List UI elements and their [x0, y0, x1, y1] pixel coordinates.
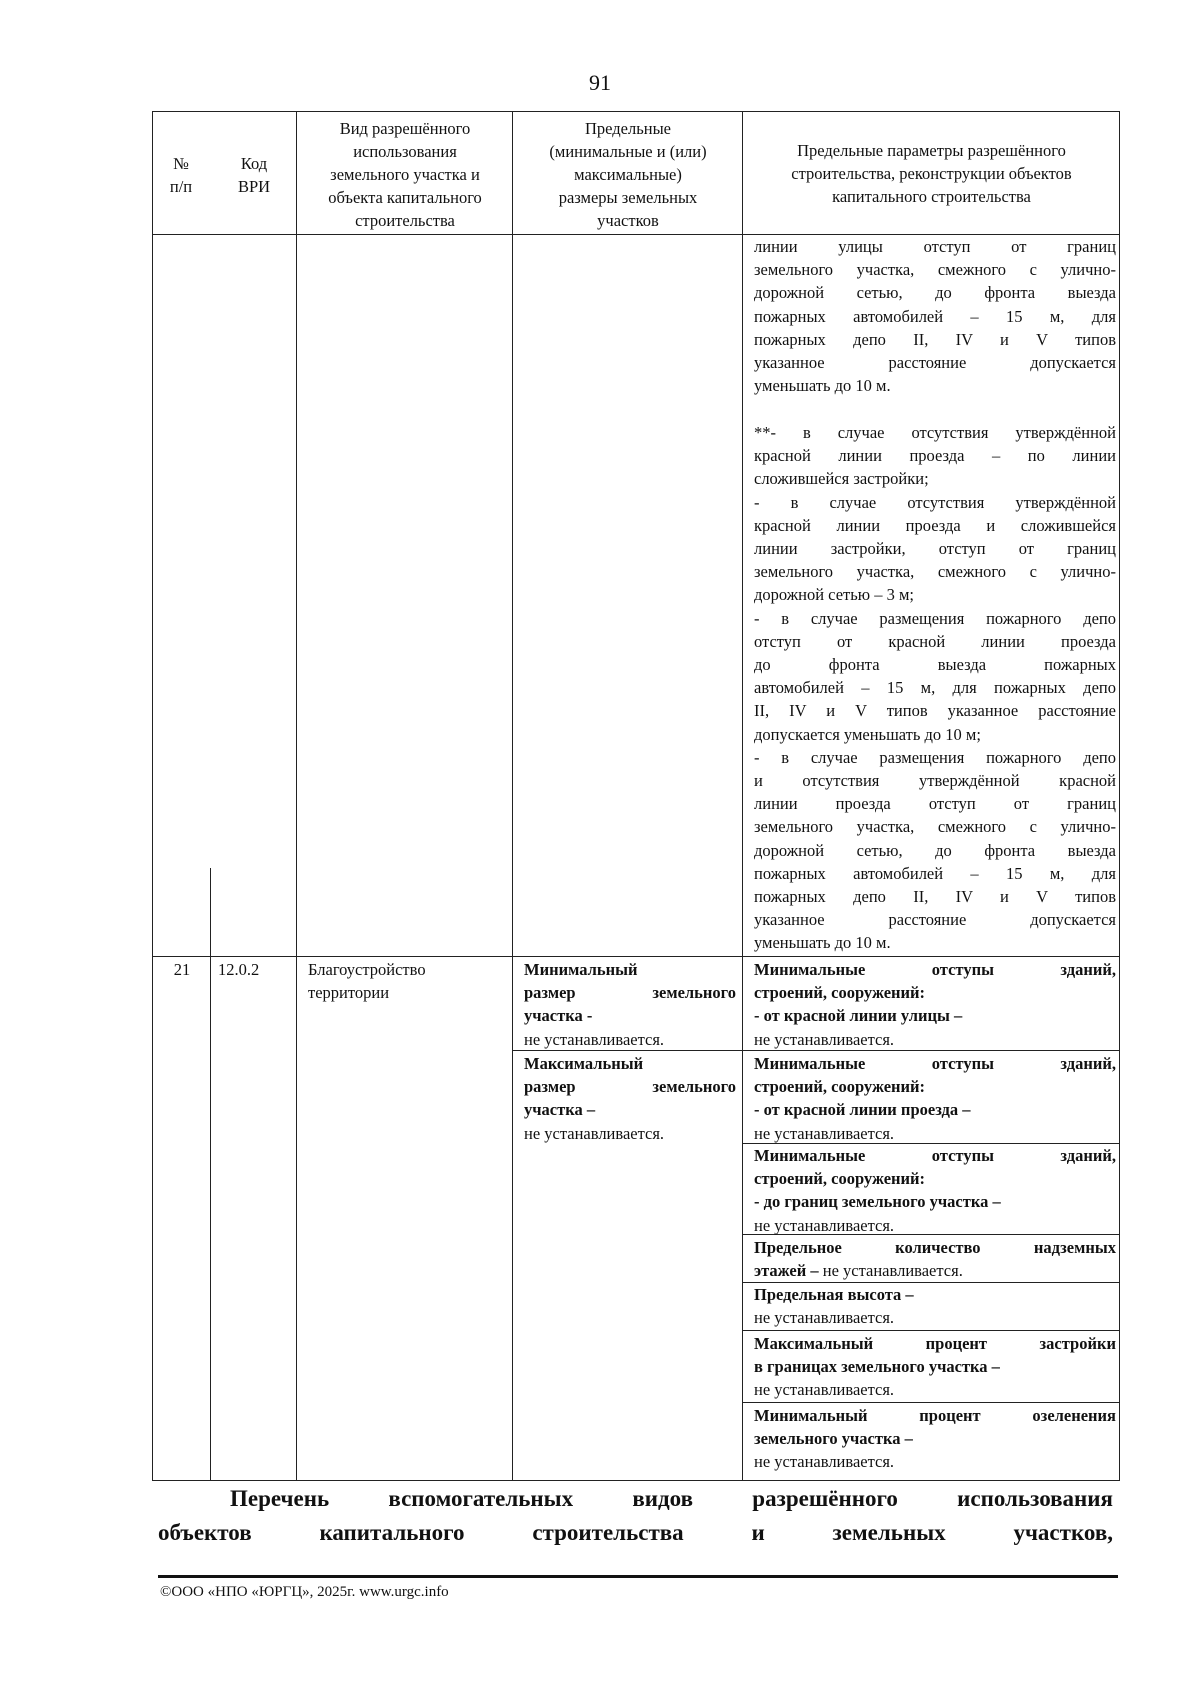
row21-use: Благоустройство территории: [308, 960, 426, 1003]
header-use: Вид разрешённого использования земельного участка и объекта капитального строительства: [328, 119, 482, 230]
param-setback-driveway: Минимальные отступы зданий, строений, сооружений: - от красной линии проезда – не устанавливается.: [754, 1054, 1116, 1143]
param-setback-street: Минимальные отступы зданий, строений, сооружений: - от красной линии улицы – не устанавливается.: [754, 960, 1116, 1049]
table-top-border: [152, 111, 1120, 112]
table-bottom-border: [152, 1480, 1120, 1481]
row21-code: 12.0.2: [218, 960, 260, 979]
row21-num: 21: [173, 960, 191, 979]
col-divider-code-use: [296, 111, 297, 1481]
col-divider-use-sizes: [512, 111, 513, 1481]
section-heading: Перечень вспомогательных видов разрешённого использования объектов капитального строительства и земельных участков,: [158, 1486, 1113, 1545]
header-num: № п/п: [169, 154, 193, 196]
params-split-5: [742, 1330, 1119, 1331]
table-left-border: [152, 111, 153, 1481]
col-divider-num-code: [210, 868, 211, 1480]
header-code: Код ВРИ: [237, 154, 271, 196]
param-height: Предельная высота – не устанавливается.: [754, 1285, 914, 1328]
footer-copyright: ©ООО «НПО «ЮРГЦ», 2025г. www.urgc.info: [160, 1584, 449, 1600]
param-build-percent: Максимальный процент застройки в границах земельного участка – не устанавливается.: [754, 1334, 1116, 1400]
param-floors: Предельное количество надземных этажей – не устанавливается.: [754, 1238, 1116, 1281]
col-divider-sizes-params: [742, 111, 743, 1481]
continuation-block-1: линии улицы отступ от границ земельного участка, смежного с улично- дорожной сетью, до фронта выезда пожарных автомобилей – 15 м, для пожарных депо II, IV и V типов указанное расстояние допускается уменьшать до 10 м.: [754, 237, 1116, 396]
page-number: 91: [589, 70, 611, 95]
max-size-cell: Максимальный размер земельного участка – не устанавливается.: [524, 1054, 736, 1143]
params-split-6: [742, 1402, 1119, 1403]
header-sizes: Предельные (минимальные и (или) максимальные) размеры земельных участков: [549, 119, 707, 230]
param-setback-boundary: Минимальные отступы зданий, строений, сооружений: - до границ земельного участка – не устанавливается.: [754, 1146, 1116, 1235]
param-green-percent: Минимальный процент озеленения земельного участка – не устанавливается.: [754, 1406, 1116, 1472]
continuation-block-2: **- в случае отсутствия утверждённой красной линии проезда – по линии сложившейся застройки; - в случае отсутствия утверждённой красной линии проезда и сложившейся линии застройки, отступ от границ земельного участка, смежного с улично- дорожной сетью – 3 м; - в случае размещения пожарного депо отступ от красной линии проезда до фронта выезда пожарных автомобилей – 15 м, для пожарных депо II, IV и V типов указанное расстояние допускается уменьшать до 10 м; - в случае размещения пожарного депо и отсутствия утверждённой красной линии проезда отступ от границ земельного участка, смежного с улично- дорожной сетью, до фронта выезда пожарных автомобилей – 15 м, для пожарных депо II, IV и V типов указанное расстояние допускается уменьшать до 10 м.: [754, 423, 1116, 953]
row-separator: [152, 956, 1120, 957]
table-right-border: [1119, 111, 1120, 1481]
min-size-cell: Минимальный размер земельного участка - не устанавливается.: [524, 960, 736, 1049]
header-params: Предельные параметры разрешённого строительства, реконструкции объектов капитального строительства: [791, 141, 1072, 206]
footer-rule: [158, 1575, 1118, 1578]
